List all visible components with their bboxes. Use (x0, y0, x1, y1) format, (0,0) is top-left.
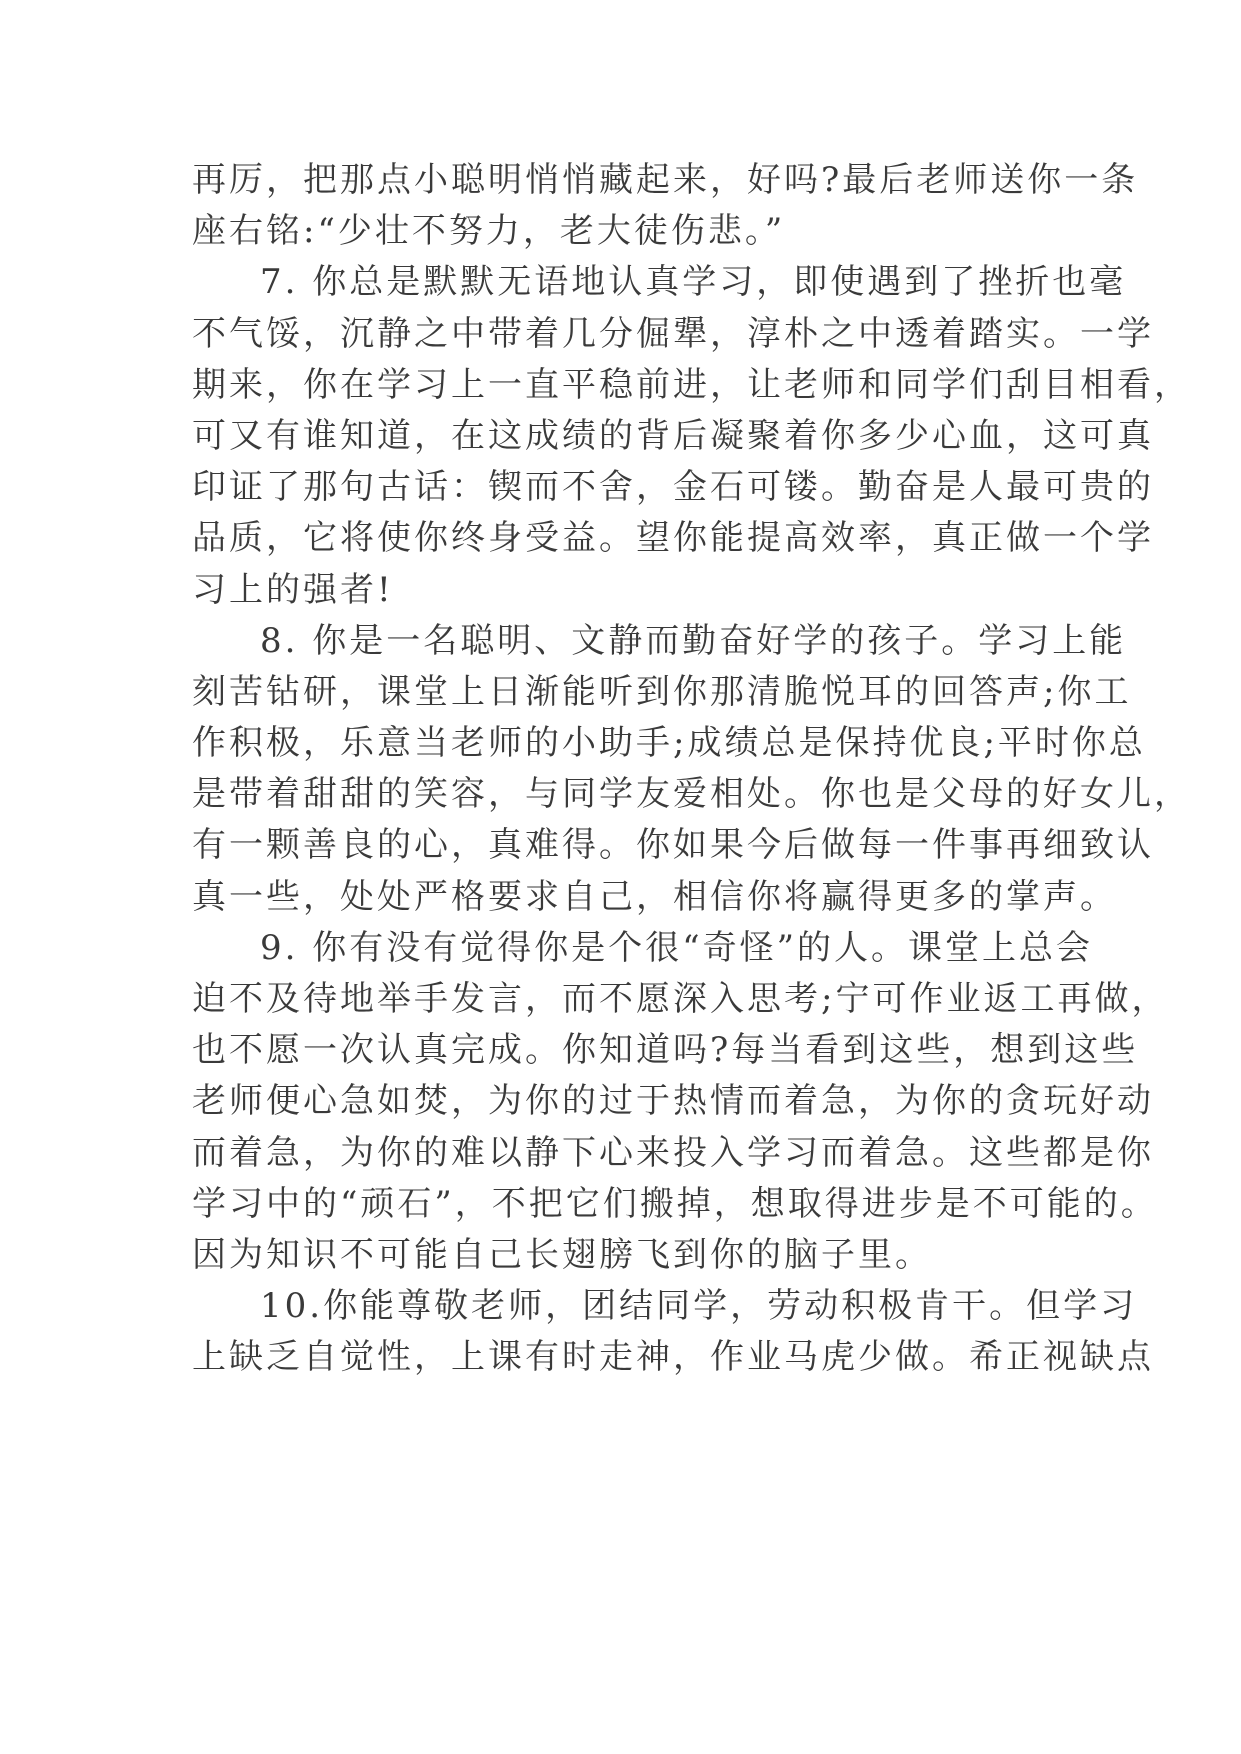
text-line: 而着急，为你的难以静下心来投入学习而着急。这些都是你 (192, 1132, 1154, 1173)
paragraph-start-line: 9. 你有没有觉得你是个很“奇怪”的人。课堂上总会 (260, 927, 1094, 968)
paragraph-start-line: 10.你能尊敬老师，团结同学，劳动积极肯干。但学习 (260, 1286, 1138, 1327)
text-line: 也不愿一次认真完成。你知道吗?每当看到这些，想到这些 (192, 1030, 1139, 1071)
text-line: 作积极，乐意当老师的小助手;成绩总是保持优良;平时你总 (192, 723, 1146, 764)
text-line: 因为知识不可能自己长翅膀飞到你的脑子里。 (192, 1234, 932, 1275)
text-line: 习上的强者! (192, 569, 394, 610)
text-line: 可又有谁知道，在这成绩的背后凝聚着你多少心血，这可真 (192, 415, 1154, 456)
text-line: 不气馁，沉静之中带着几分倔犟，淳朴之中透着踏实。一学 (192, 313, 1154, 354)
paragraph-start-line: 7. 你总是默默无语地认真学习，即使遇到了挫折也毫 (260, 262, 1127, 303)
text-line: 老师便心急如焚，为你的过于热情而着急，为你的贪玩好动 (192, 1081, 1154, 1122)
text-line: 座右铭:“少壮不努力，老大徒伤悲。” (192, 211, 786, 252)
text-line: 学习中的“顽石”，不把它们搬掉，想取得进步是不可能的。 (192, 1183, 1158, 1224)
text-line: 真一些，处处严格要求自己，相信你将赢得更多的掌声。 (192, 876, 1117, 917)
text-line: 期来，你在学习上一直平稳前进，让老师和同学们刮目相看， (192, 364, 1191, 405)
text-line: 迫不及待地举手发言，而不愿深入思考;宁可作业返工再做， (192, 979, 1169, 1019)
text-line: 刻苦钻研，课堂上日渐能听到你那清脆悦耳的回答声;你工 (192, 671, 1132, 712)
text-line: 上缺乏自觉性，上课有时走神，作业马虎少做。希正视缺点 (192, 1337, 1154, 1378)
document-body (192, 155, 1191, 1384)
text-line: 品质，它将使你终身受益。望你能提高效率，真正做一个学 (192, 518, 1154, 559)
text-line: 有一颗善良的心，真难得。你如果今后做每一件事再细致认 (192, 825, 1154, 866)
text-line: 是带着甜甜的笑容，与同学友爱相处。你也是父母的好女儿， (192, 774, 1191, 815)
text-line: 再厉，把那点小聪明悄悄藏起来，好吗?最后老师送你一条 (192, 160, 1139, 200)
text-line: 印证了那句古话：锲而不舍，金石可镂。勤奋是人最可贵的 (192, 467, 1154, 508)
paragraph-start-line: 8. 你是一名聪明、文静而勤奋好学的孩子。学习上能 (260, 620, 1127, 661)
